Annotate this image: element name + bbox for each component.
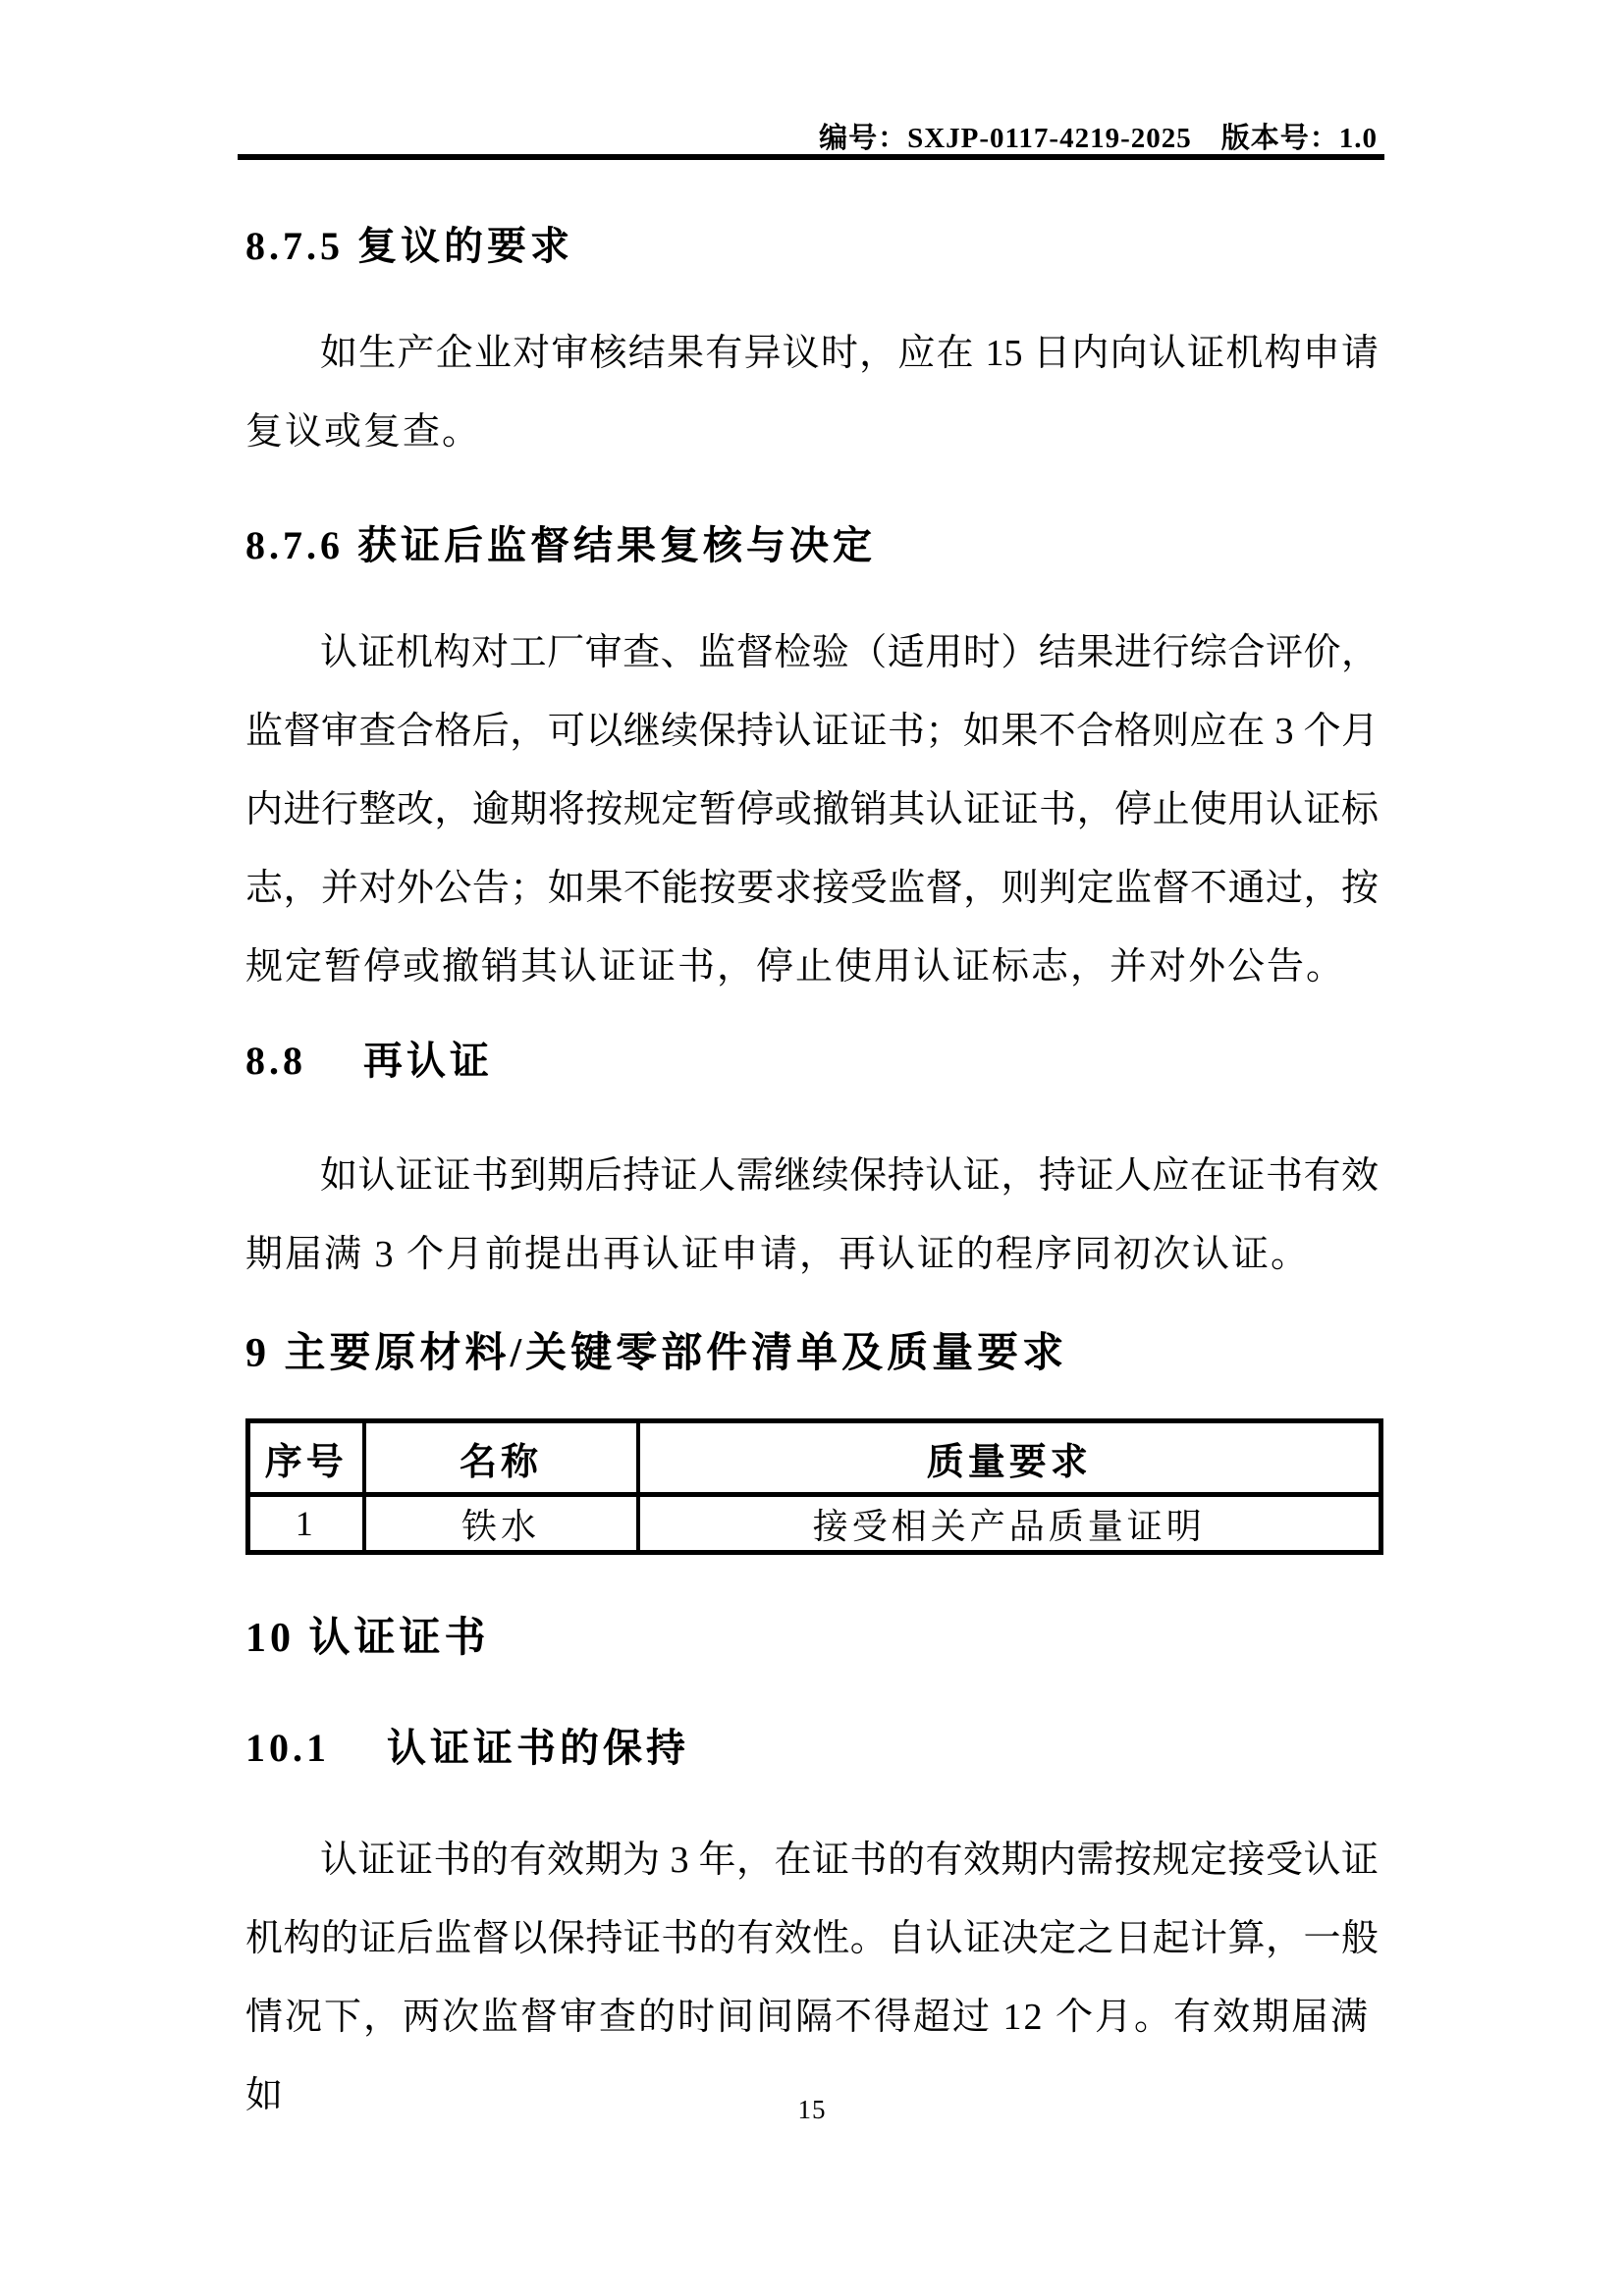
paragraph-8-7-6 (245, 614, 1379, 1006)
paragraph-10-1 (245, 1821, 1379, 2135)
table-cell: 铁水 (364, 1495, 638, 1553)
table-row (248, 1495, 1381, 1553)
paragraph-8-8 (245, 1137, 1379, 1294)
materials-table-body (248, 1495, 1381, 1553)
heading-8-8: 8.8 再认证 (245, 1039, 493, 1083)
table-cell: 接受相关产品质量证明 (638, 1495, 1381, 1553)
paragraph-line: 认证证书的有效期为 3 年，在证书的有效期内需按规定接受认证 (320, 1840, 1379, 1881)
paragraph-line: 内进行整改，逾期将按规定暂停或撤销其认证证书，停止使用认证标 (245, 789, 1379, 830)
table-header-cell-index: 序号 (248, 1421, 364, 1495)
page-number: 15 (797, 2095, 827, 2124)
table-cell: 1 (248, 1495, 364, 1553)
heading-10: 10 认证证书 (245, 1616, 490, 1661)
paragraph-8-7-5 (245, 314, 1379, 471)
doc-number-header: 编号：SXJP-0117-4219-2025 版本号：1.0 (819, 123, 1378, 154)
paragraph-line: 认证机构对工厂审查、监督检验（适用时）结果进行综合评价， (320, 632, 1379, 673)
paragraph-line: 志，并对外公告；如果不能按要求接受监督，则判定监督不通过，按 (245, 868, 1379, 909)
paragraph-line: 如生产企业对审核结果有异议时，应在 15 日内向认证机构申请 (320, 333, 1379, 374)
paragraph-line: 复议或复查。 (245, 411, 482, 453)
paragraph-line: 情况下，两次监督审查的时间间隔不得超过 12 个月。有效期届满如 (245, 1997, 1371, 2116)
paragraph-line: 期届满 3 个月前提出再认证申请，再认证的程序同初次认证。 (245, 1234, 1311, 1275)
materials-table-head (248, 1421, 1381, 1495)
paragraph-line: 规定暂停或撤销其认证证书，停止使用认证标志，并对外公告。 (245, 946, 1346, 988)
table-header-cell-name: 名称 (364, 1421, 638, 1495)
paragraph-line: 监督审查合格后，可以继续保持认证证书；如果不合格则应在 3 个月 (245, 711, 1379, 752)
paragraph-line: 如认证证书到期后持证人需继续保持认证，持证人应在证书有效 (320, 1155, 1379, 1197)
header-rule (238, 154, 1384, 160)
table-header-cell-quality: 质量要求 (638, 1421, 1381, 1495)
heading-9: 9 主要原材料/关键零部件清单及质量要求 (245, 1331, 1068, 1376)
paragraph-line: 机构的证后监督以保持证书的有效性。自认证决定之日起计算，一般 (245, 1918, 1379, 1959)
heading-8-7-6: 8.7.6 获证后监督结果复核与决定 (245, 523, 876, 567)
table-header-row (248, 1421, 1381, 1495)
heading-10-1: 10.1 认证证书的保持 (245, 1726, 689, 1770)
materials-table (245, 1418, 1383, 1555)
heading-8-7-5: 8.7.5 复议的要求 (245, 224, 573, 268)
